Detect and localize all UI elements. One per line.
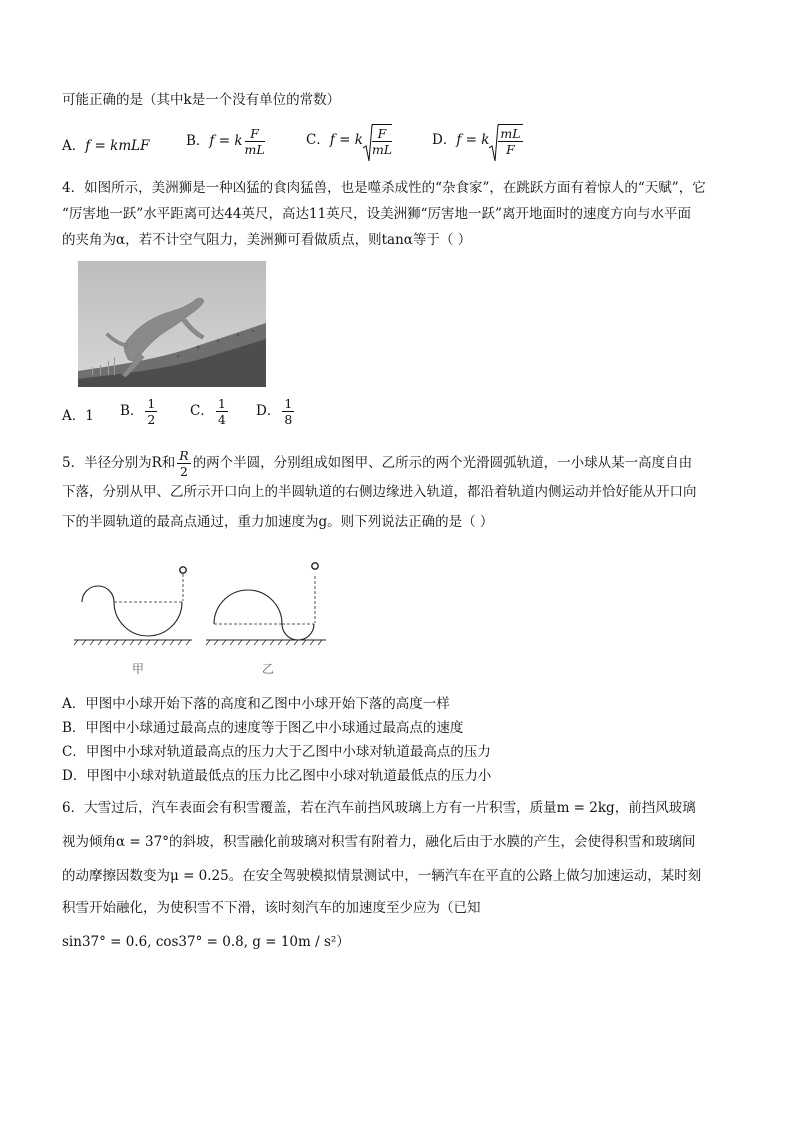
q5-line-1: 5．半径分别为R和 $\frac{R}{2}$ 的两个半圆，分别组成如图甲、乙所示的两个光滑圆弧轨道，一小球从某一高度自由 — [62, 448, 693, 479]
q4-option-a: A．1 — [62, 408, 94, 424]
figure-jia — [74, 567, 192, 645]
q6-line-3: 的动摩擦因数变为μ = 0.25。在安全驾驶模拟情景测试中，一辆汽车在平直的公路上做匀加速运动，某时刻 — [62, 868, 702, 884]
q6-line-1: 6．大雪过后，汽车表面会有积雪覆盖，若在汽车前挡风玻璃上方有一片积雪，质量m = 2kg，前挡风玻璃 — [62, 800, 696, 816]
q4-line-1: 4．如图所示，美洲狮是一种凶猛的食肉猛兽，也是噬杀成性的“杂食家”，在跳跃方面有着惊人的“天赋”，它 — [62, 180, 706, 196]
q6-line-4: 积雪开始融化，为使积雪不下滑，该时刻汽车的加速度至少应为（已知 — [62, 900, 481, 916]
q5-option-d: D．甲图中小球对轨道最低点的压力比乙图中小球对轨道最低点的压力小 — [62, 768, 492, 784]
semicircle-track-figure — [62, 548, 332, 682]
q3-stem: 可能正确的是（其中k是一个没有单位的常数） — [62, 92, 341, 108]
q3-option-b: B．f = k $\frac{F}{mL}$ — [186, 126, 265, 157]
q4-option-d: D． $\frac{1}{8}$ — [256, 396, 293, 427]
q3-option-d: D．f = k $\frac{mL}{F}$ — [432, 124, 523, 157]
q5-option-a: A．甲图中小球开始下落的高度和乙图中小球开始下落的高度一样 — [62, 696, 450, 712]
q3-option-a: A．f = kmLF — [62, 138, 150, 154]
q5-option-b: B．甲图中小球通过最高点的速度等于图乙中小球通过最高点的速度 — [62, 720, 464, 736]
figure-label-jia: 甲 — [132, 662, 145, 676]
cougar-jump-photo — [78, 261, 266, 387]
q5-line-3: 下的半圆轨道的最高点通过，重力加速度为g。则下列说法正确的是（ ） — [62, 514, 494, 530]
q4-line-2: “厉害地一跃”水平距离可达44英尺，高达11英尺，设美洲狮“厉害地一跃”离开地面时的速度方向与水平面 — [62, 206, 691, 222]
q4-option-b: B． $\frac{1}{2}$ — [120, 396, 156, 427]
q6-line-2: 视为倾角α = 37°的斜坡，积雪融化前玻璃对积雪有附着力，融化后由于水膜的产生，会使得积雪和玻璃间 — [62, 834, 696, 850]
figure-label-yi: 乙 — [262, 662, 275, 676]
q6-line-5: sin37° = 0.6, cos37° = 0.8, g = 10m / s²） — [62, 934, 350, 950]
q4-option-c: C． $\frac{1}{4}$ — [190, 396, 226, 427]
figure-yi — [206, 563, 326, 645]
q5-option-c: C．甲图中小球对轨道最高点的压力大于乙图中小球对轨道最高点的压力 — [62, 744, 491, 760]
q5-line-2: 下落，分别从甲、乙所示开口向上的半圆轨道的右侧边缘进入轨道，都沿着轨道内侧运动并恰好能从开口向 — [62, 484, 697, 500]
q4-line-3: 的夹角为α，若不计空气阻力，美洲狮可看做质点，则tanα等于（ ） — [62, 232, 472, 248]
q3-option-c: C．f = k $\frac{F}{mL}$ — [306, 124, 392, 157]
